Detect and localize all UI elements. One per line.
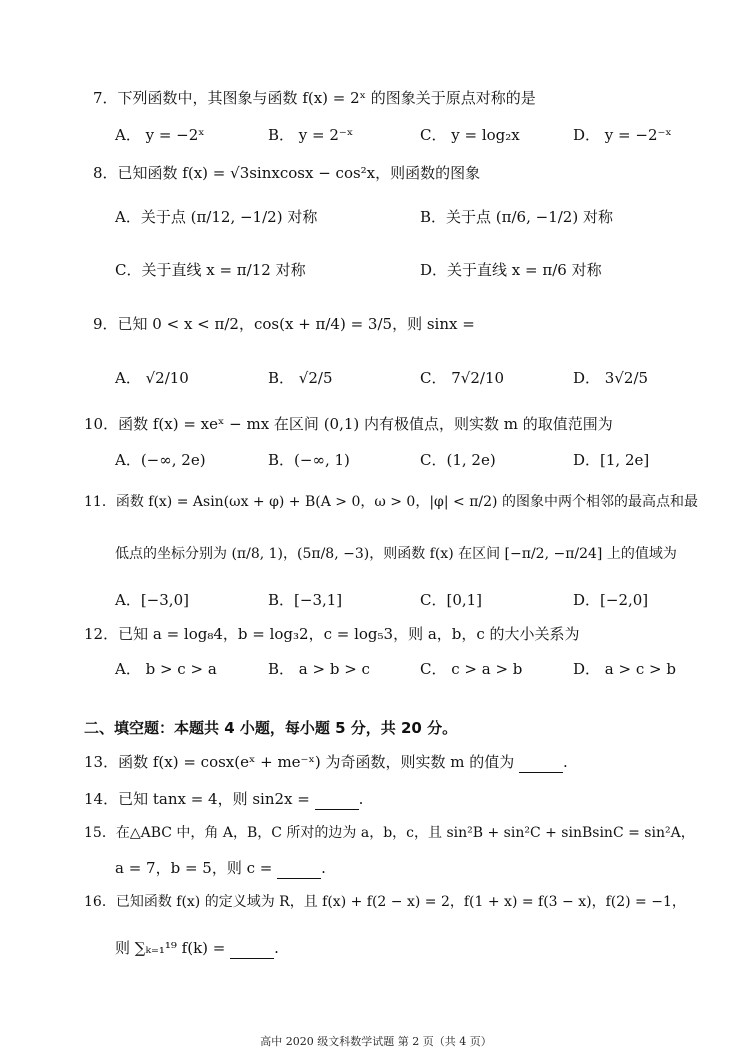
section-heading: 二、填空题：本题共 4 小题，每小题 5 分，共 20 分。 <box>84 719 458 737</box>
question-9-option-a: A． √2/10 <box>115 369 189 387</box>
question-7-option-d: D． y = −2⁻ˣ <box>573 126 672 144</box>
question-8-option-d: D．关于直线 x = π/6 对称 <box>420 261 602 279</box>
answer-blank <box>519 752 563 773</box>
question-7-option-c: C． y = log₂x <box>420 126 520 144</box>
question-10-stem: 10．函数 f(x) = xeˣ − mx 在区间 (0,1) 内有极值点，则实数 m 的取值范围为 <box>84 415 613 433</box>
question-11-option-b: B．[−3,1] <box>268 591 343 609</box>
page-footer: 高中 2020 级文科数学试题 第 2 页（共 4 页） <box>260 1035 492 1048</box>
question-8-stem: 8．已知函数 f(x) = √3sinxcosx − cos²x，则函数的图象 <box>93 164 481 182</box>
question-12-option-b: B． a > b > c <box>268 660 370 678</box>
question-9-option-c: C． 7√2/10 <box>420 369 505 387</box>
answer-blank <box>315 789 359 810</box>
answer-blank <box>230 938 274 959</box>
question-8-option-a: A．关于点 (π/12, −1/2) 对称 <box>115 208 318 226</box>
question-12-option-c: C． c > a > b <box>420 660 523 678</box>
question-12-stem: 12．已知 a = log₈4，b = log₃2，c = log₅3，则 a，b，c 的大小关系为 <box>84 625 580 643</box>
question-12-option-a: A． b > c > a <box>115 660 217 678</box>
question-14: 14．已知 tanx = 4，则 sin2x = . <box>84 790 364 808</box>
question-11-stem-continued: 低点的坐标分别为 (π/8, 1)，(5π/8, −3)，则函数 f(x) 在区间 [−π/2, −π/24] 上的值域为 <box>115 546 677 562</box>
question-7-stem: 7．下列函数中，其图象与函数 f(x) = 2ˣ 的图象关于原点对称的是 <box>93 89 536 107</box>
question-13-text: 13．函数 f(x) = cosx(eˣ + me⁻ˣ) 为奇函数，则实数 m 的值为 <box>84 753 515 771</box>
question-12-option-d: D． a > c > b <box>573 660 676 678</box>
question-9-stem: 9．已知 0 < x < π/2，cos(x + π/4) = 3/5，则 sinx = <box>93 315 475 333</box>
question-15-text: 15．在△ABC 中，角 A，B，C 所对的边为 a，b，c，且 sin²B + sin²C + sinBsinC = sin²A， <box>84 825 695 841</box>
question-16-continued: 则 ∑ₖ₌₁¹⁹ f(k) = . <box>115 939 279 957</box>
question-10-option-a: A．(−∞, 2e) <box>115 451 206 469</box>
question-14-text: 14．已知 tanx = 4，则 sin2x = <box>84 790 310 808</box>
question-10-option-c: C．(1, 2e) <box>420 451 496 469</box>
question-11-stem: 11．函数 f(x) = Asin(ωx + φ) + B(A > 0，ω > 0，|φ| < π/2) 的图象中两个相邻的最高点和最 <box>84 494 698 510</box>
question-8-option-c: C．关于直线 x = π/12 对称 <box>115 261 306 279</box>
question-16-text-continued: 则 ∑ₖ₌₁¹⁹ f(k) = <box>115 939 226 957</box>
question-8-option-b: B．关于点 (π/6, −1/2) 对称 <box>420 208 613 226</box>
question-9-option-b: B． √2/5 <box>268 369 333 387</box>
question-9-option-d: D． 3√2/5 <box>573 369 649 387</box>
question-10-option-b: B．(−∞, 1) <box>268 451 350 469</box>
question-16-text: 16．已知函数 f(x) 的定义域为 R，且 f(x) + f(2 − x) = 2，f(1 + x) = f(3 − x)，f(2) = −1， <box>84 894 686 910</box>
question-11-option-d: D．[−2,0] <box>573 591 649 609</box>
question-7-option-a: A． y = −2ˣ <box>115 126 205 144</box>
question-11-option-c: C．[0,1] <box>420 591 483 609</box>
question-13: 13．函数 f(x) = cosx(eˣ + me⁻ˣ) 为奇函数，则实数 m 的值为 . <box>84 753 568 771</box>
question-15-text-continued: a = 7，b = 5，则 c = <box>115 859 273 877</box>
answer-blank <box>277 858 321 879</box>
question-15-continued: a = 7，b = 5，则 c = . <box>115 859 326 877</box>
question-11-option-a: A．[−3,0] <box>115 591 189 609</box>
question-10-option-d: D．[1, 2e] <box>573 451 650 469</box>
question-7-option-b: B． y = 2⁻ˣ <box>268 126 354 144</box>
